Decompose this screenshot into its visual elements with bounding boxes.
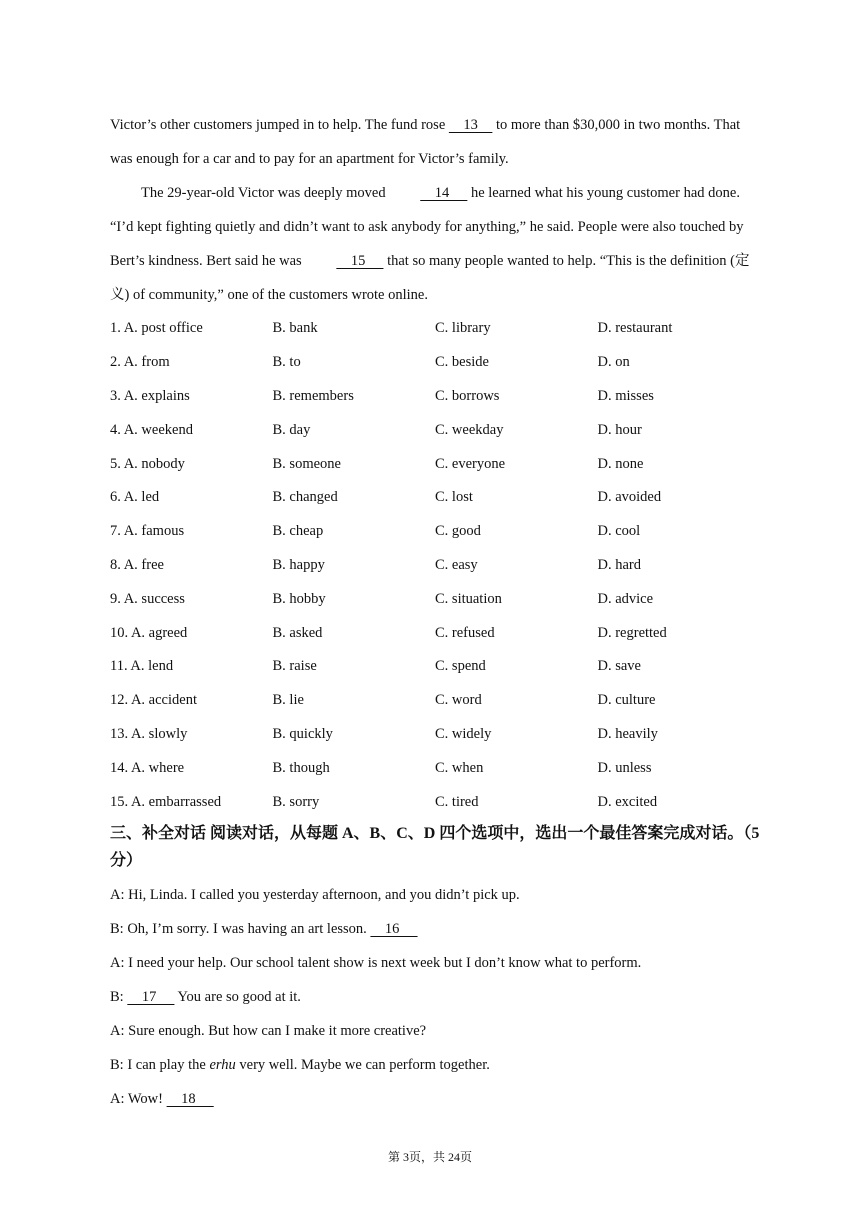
option-choice: 8. A. free (110, 556, 164, 573)
option-choice: C. spend (435, 658, 486, 675)
option-choice: D. regretted (597, 624, 667, 641)
option-choice: C. good (435, 523, 481, 540)
option-choice: C. refused (435, 624, 495, 641)
option-choice: 6. A. led (110, 489, 160, 506)
question-options-row (110, 346, 760, 380)
text-run: that so many people wanted to help. “This is the definition (定义) of community,” one of the customers wrote online. (110, 253, 750, 303)
question-options-row (110, 312, 760, 346)
option-choice: B. happy (272, 556, 325, 573)
text-run: A: Wow! (110, 1090, 167, 1107)
option-choice: D. on (597, 354, 630, 371)
option-choice: B. sorry (272, 793, 320, 810)
option-choice: D. cool (597, 523, 641, 540)
option-choice: B. someone (272, 455, 341, 472)
option-choice: D. none (597, 455, 644, 472)
text-run: B: I can play the (110, 1056, 210, 1073)
page-footer: 第 3页，共 24页 (387, 1150, 472, 1164)
passage-paragraph (110, 108, 760, 176)
text-run: very well. Maybe we can perform together. (235, 1056, 490, 1073)
option-choice: 3. A. explains (110, 387, 190, 404)
text-run: A: I need your help. Our school talent show is next week but I don’t know what to perform. (110, 954, 642, 971)
text-run: to more than $30,000 in two months. That was enough for a car and to pay for an apartment for Victor’s family. (110, 117, 741, 167)
option-choice: C. beside (435, 354, 489, 371)
question-options-row (110, 785, 760, 819)
option-choice: 15. A. embarrassed (110, 793, 222, 810)
option-choice: C. easy (435, 556, 478, 573)
question-options-row (110, 447, 760, 481)
answer-blank-18: 18 (166, 1090, 214, 1107)
answer-blank-17: 17 (127, 988, 175, 1005)
dialogue-line (110, 912, 760, 946)
question-options-row (110, 616, 760, 650)
option-choice: C. library (435, 320, 491, 337)
option-choice: B. day (272, 421, 311, 438)
question-options-row (110, 481, 760, 515)
dialogue-line (110, 1082, 760, 1116)
question-options-row (110, 380, 760, 414)
option-choice: B. changed (272, 489, 338, 506)
option-choice: D. advice (597, 590, 654, 607)
option-choice: 11. A. lend (110, 658, 174, 675)
option-choice: C. situation (435, 590, 502, 607)
option-choice: D. excited (597, 793, 658, 810)
option-choice: 1. A. post office (110, 320, 203, 337)
document-page (110, 108, 760, 1116)
option-choice: C. weekday (435, 421, 504, 438)
question-options-row (110, 515, 760, 549)
dialogue-line (110, 1014, 760, 1048)
question-options-row (110, 549, 760, 583)
question-options-row (110, 684, 760, 718)
option-choice: D. hard (597, 556, 641, 573)
text-run: Victor’s other customers jumped in to help. The fund rose (110, 117, 449, 133)
option-choice: B. quickly (272, 725, 333, 742)
text-run: B: Oh, I’m sorry. I was having an art lesson. (110, 920, 371, 937)
text-run: You are so good at it. (174, 988, 301, 1005)
answer-blank-13: 13 (448, 117, 493, 133)
option-choice: 2. A. from (110, 354, 170, 371)
option-choice: B. though (272, 759, 330, 776)
answer-blank-16: 16 (370, 920, 418, 937)
option-choice: C. everyone (435, 455, 506, 472)
option-choice: D. restaurant (597, 320, 673, 337)
option-choice: B. to (272, 354, 301, 371)
option-choice: B. hobby (272, 590, 326, 607)
option-choice: D. misses (597, 387, 654, 404)
text-run: The 29-year-old Victor was deeply moved (141, 185, 390, 201)
option-choice: C. widely (435, 725, 492, 742)
option-choice: 13. A. slowly (110, 725, 188, 742)
reading-passage (110, 108, 760, 312)
dialogue-line (110, 980, 760, 1014)
question-options-row (110, 413, 760, 447)
section-heading: 三、补全对话 阅读对话，从每题 A、B、C、D 四个选项中，选出一个最佳答案完成对话。（5 分） (110, 824, 760, 869)
option-choice: C. tired (435, 793, 479, 810)
option-choice: D. save (597, 658, 641, 675)
option-choice: 4. A. weekend (110, 421, 193, 438)
answer-blank-14: 14 (420, 185, 468, 201)
option-choice: D. heavily (597, 725, 658, 742)
text-run: A: Sure enough. But how can I make it more creative? (110, 1022, 427, 1039)
option-choice: C. word (435, 692, 482, 709)
italic-term: erhu (209, 1056, 236, 1073)
option-choice: C. borrows (435, 387, 500, 404)
option-choice: D. avoided (597, 489, 662, 506)
option-choice: B. asked (272, 624, 323, 641)
option-choice: D. culture (597, 692, 656, 709)
option-choice: C. lost (435, 489, 473, 506)
option-choice: D. hour (597, 421, 642, 438)
question-options-row (110, 718, 760, 752)
option-choice: B. remembers (272, 387, 354, 404)
dialogue (110, 878, 760, 1116)
question-options-row (110, 582, 760, 616)
option-choice: B. lie (272, 692, 304, 709)
passage-paragraph (110, 176, 760, 312)
option-choice: C. when (435, 759, 484, 776)
dialogue-line (110, 946, 760, 980)
option-choice: 7. A. famous (110, 523, 185, 540)
text-run: A: Hi, Linda. I called you yesterday afternoon, and you didn’t pick up. (110, 886, 520, 903)
text-run: B: (110, 988, 128, 1005)
question-options-row (110, 751, 760, 785)
text-run: he learned what his young customer had done. “I’d kept fighting quietly and didn’t want to ask anybody for anything,” he said. People were also touched by Bert’s kindness. Bert said he was (110, 185, 744, 269)
option-choice: 10. A. agreed (110, 624, 188, 641)
option-choice: B. raise (272, 658, 317, 675)
option-choice: 12. A. accident (110, 692, 197, 709)
dialogue-line (110, 1048, 760, 1082)
option-choice: 9. A. success (110, 590, 185, 607)
option-choice: D. unless (597, 759, 652, 776)
dialogue-line (110, 878, 760, 912)
question-options-row (110, 650, 760, 684)
answer-blank-15: 15 (336, 253, 384, 269)
option-choice: B. bank (272, 320, 318, 337)
answer-options-table (110, 312, 760, 819)
option-choice: 5. A. nobody (110, 455, 185, 472)
option-choice: 14. A. where (110, 759, 185, 776)
option-choice: B. cheap (272, 523, 324, 540)
